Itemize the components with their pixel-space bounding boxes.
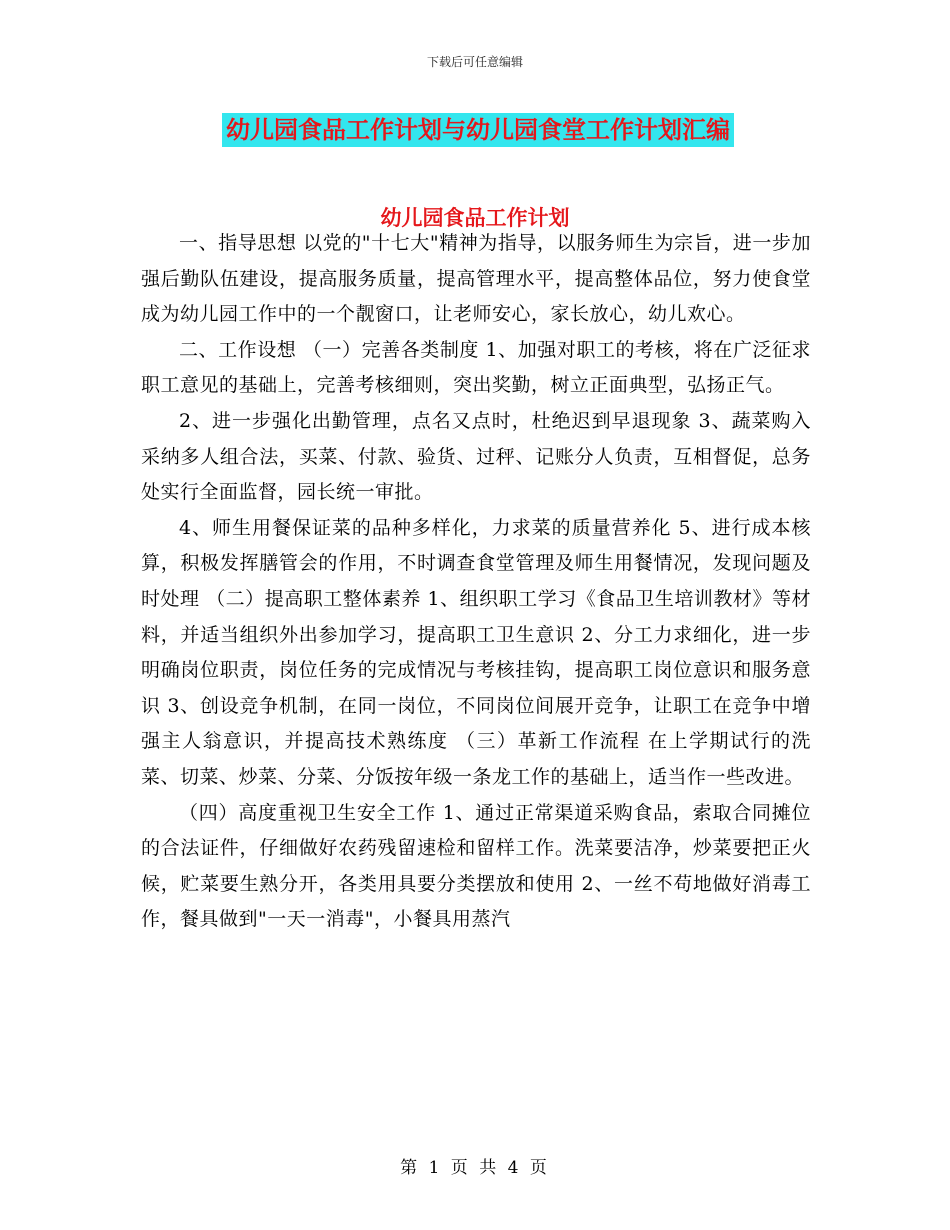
- page-header: 下载后可任意编辑: [426, 55, 523, 69]
- paragraph: 4、师生用餐保证菜的品种多样化，力求菜的质量营养化 5、进行成本核算，积极发挥膳管会的作用，不时调查食堂管理及师生用餐情况，发现问题及时处理 （二）提高职工整体素养 1、组织职工学习《食品卫生培训教材》等材料，并适当组织外出参加学习，提高职工卫生意识 2、分工力求细化，进一步明确岗位职责，岗位任务的完成情况与考核挂钩，提高职工岗位意识和服务意识 3、创设竞争机制，在同一岗位，不同岗位间展开竞争，让职工在竞争中增强主人翁意识，并提高技术熟练度 （三）革新工作流程 在上学期试行的洗菜、切菜、炒菜、分菜、分饭按年级一条龙工作的基础上，适当作一些改进。: [141, 516, 811, 788]
- document-title: 幼儿园食品工作计划与幼儿园食堂工作计划汇编: [222, 113, 734, 147]
- paragraph: （四）高度重视卫生安全工作 1、通过正常渠道采购食品，索取合同摊位的合法证件，仔细做好农药残留速检和留样工作。洗菜要洁净，炒菜要把正火候，贮菜要生熟分开，各类用具要分类摆放和使用 2、一丝不苟地做好消毒工作，餐具做到"一天一消毒"，小餐具用蒸汽: [141, 801, 811, 931]
- paragraph: 一、指导思想 以党的"十七大"精神为指导，以服务师生为宗旨，进一步加强后勤队伍建设，提高服务质量，提高管理水平，提高整体品位，努力使食堂成为幼儿园工作中的一个靓窗口，让老师安心，家长放心，幼儿欢心。: [141, 232, 811, 326]
- document-body: [141, 226, 811, 938]
- section-title: 幼儿园食品工作计划: [380, 205, 570, 230]
- paragraph: 二、工作设想 （一）完善各类制度 1、加强对职工的考核，将在广泛征求职工意见的基础上，完善考核细则，突出奖勤，树立正面典型，弘扬正气。: [141, 338, 811, 397]
- page-footer: 第 1 页 共 4 页: [400, 1158, 550, 1178]
- paragraph: 2、进一步强化出勤管理，点名又点时，杜绝迟到早退现象 3、蔬菜购入采纳多人组合法，买菜、付款、验货、过秤、记账分人负责，互相督促，总务处实行全面监督，园长统一审批。: [141, 409, 811, 504]
